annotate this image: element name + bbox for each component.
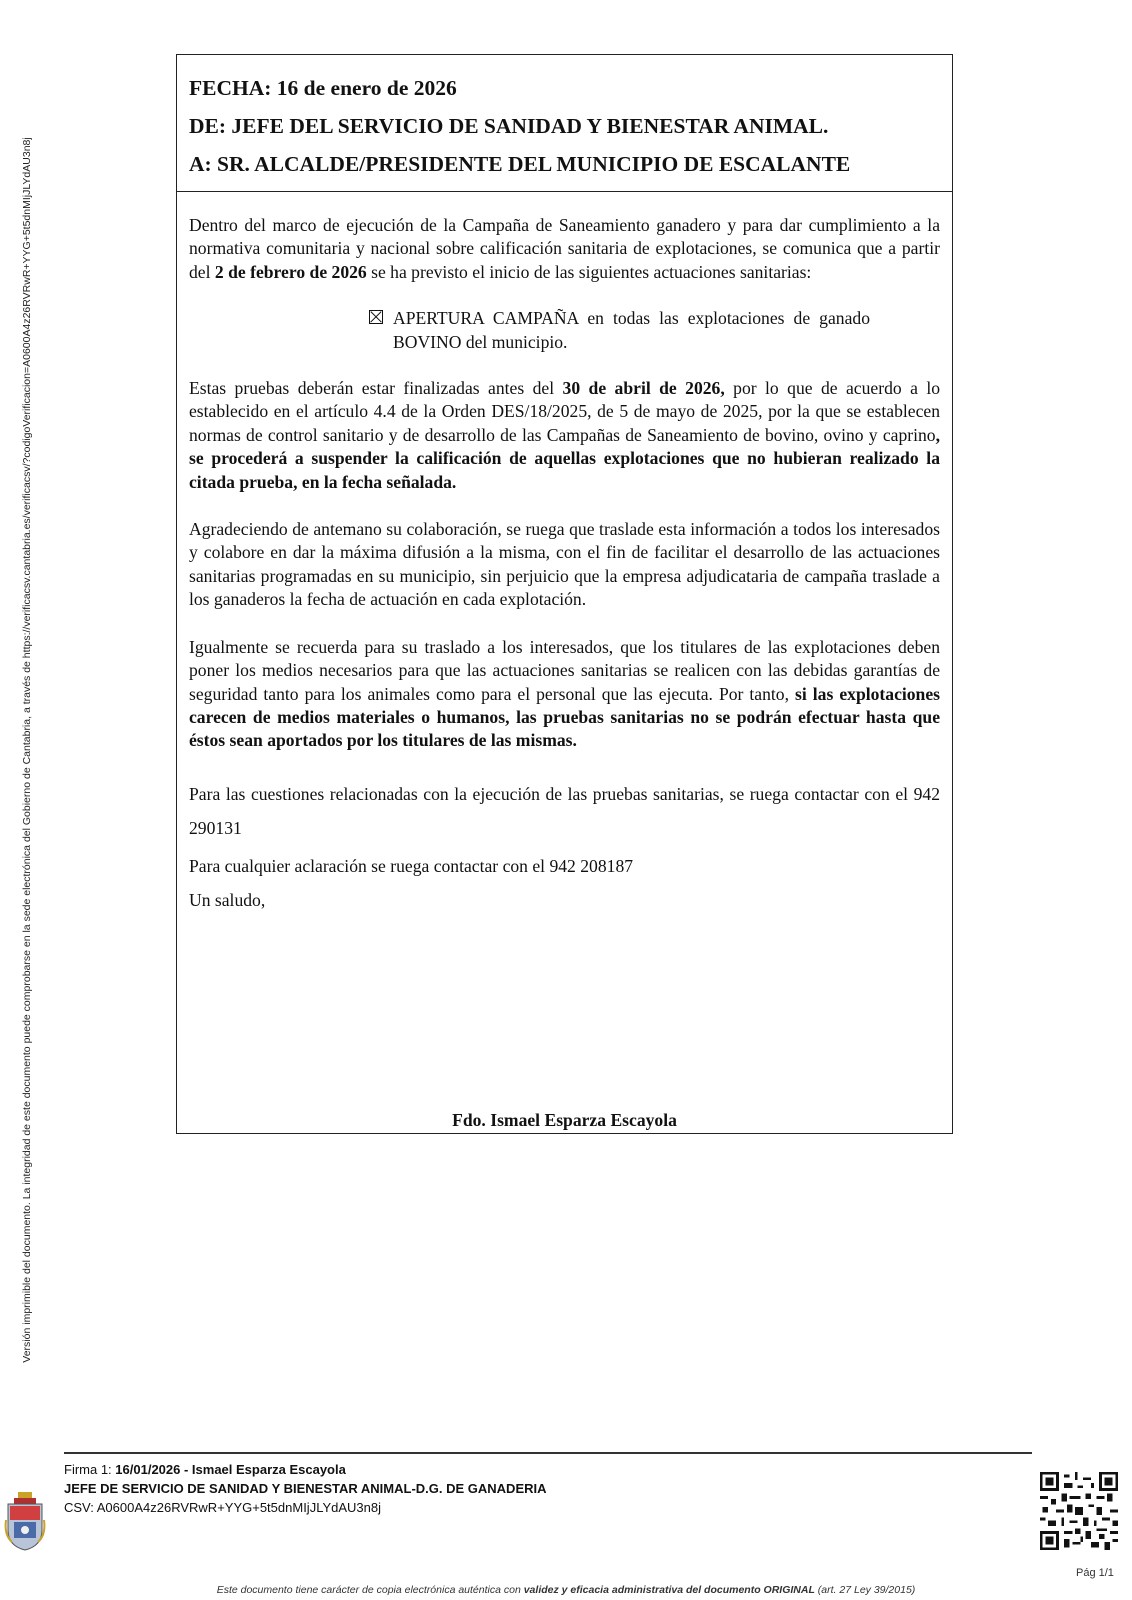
start-date: 2 de febrero de 2026 xyxy=(214,261,367,282)
legal-notice: Este documento tiene carácter de copia electrónica auténtica con validez y eficacia administrativa del documento ORIGINAL (art. 27 Ley 39/2015) xyxy=(216,1584,916,1596)
letter-header xyxy=(177,55,952,192)
letter-frame xyxy=(176,54,953,1134)
paragraph-means: Igualmente se recuerda para su traslado a los interesados, que los titulares de las explotaciones deben poner los medios necesarios para que las actuaciones sanitarias se realicen con las debidas garantías de seguridad tanto para los animales como para el personal que las ejecuta. Por tanto, si las explotaciones carecen de medios materiales o humanos, las pruebas sanitarias no se podrán efectuar hasta que éstos sean aportados por los titulares de las mismas. xyxy=(189,636,941,751)
paragraph-deadline: Estas pruebas deberán estar finalizadas antes del 30 de abril de 2026, por lo que de acuerdo a lo establecido en el artículo 4.4 de la Orden DES/18/2025, de 5 de mayo de 2025, por la que se establecen normas de control sanitario y de desarrollo de las Campañas de Saneamiento de bovino, ovino y caprino, se procederá a suspender la calificación de aquellas explotaciones que no hubieran realizado la citada prueba, en la fecha señalada. xyxy=(189,378,941,492)
signer-position: JEFE DE SERVICIO DE SANIDAD Y BIENESTAR ANIMAL-D.G. DE GANADERIA xyxy=(64,1481,547,1496)
deadline-date: 30 de abril de 2026, xyxy=(562,378,725,399)
from-line: DE: JEFE DEL SERVICIO DE SANIDAD Y BIENESTAR ANIMAL. xyxy=(189,114,829,138)
paragraph-contact-tests: Para las cuestiones relacionadas con la ejecución de las pruebas sanitarias, se ruega contactar con el 942 290131 xyxy=(189,783,940,838)
signature-line: Firma 1: 16/01/2026 - Ismael Esparza Escayola xyxy=(64,1462,346,1477)
signature-footer xyxy=(64,1460,547,1517)
qr-code-icon xyxy=(1040,1472,1118,1550)
signature-value: 16/01/2026 - Ismael Esparza Escayola xyxy=(115,1462,346,1477)
footer-divider xyxy=(64,1452,1032,1454)
csv-code: CSV: A0600A4z26RVRwR+YYG+5t5dnMIjJLYdAU3n8j xyxy=(64,1500,381,1515)
greeting: Un saludo, xyxy=(189,889,266,910)
means-warning: si las explotaciones carecen de medios materiales o humanos, las pruebas sanitarias no se podrán efectuar hasta que éstos sean aportados por los titulares de las mismas. xyxy=(189,683,941,751)
coat-of-arms-icon xyxy=(4,1490,46,1552)
paragraph-intro: Dentro del marco de ejecución de la Campaña de Saneamiento ganadero y para dar cumplimiento a la normativa comunitaria y nacional sobre calificación sanitaria de explotaciones, se comunica que a partir del 2 de febrero de 2026 se ha previsto el inicio de las siguientes actuaciones sanitarias: xyxy=(189,215,940,282)
paragraph-collaboration: Agradeciendo de antemano su colaboración, se ruega que traslade esta información a todos los interesados y colabore en dar la máxima difusión a la misma, con el fin de facilitar el desarrollo de las actuaciones sanitarias programadas en su municipio, sin perjuicio que la empresa adjudicataria de campaña traslade a los ganaderos la fecha de actuación en cada explotación. xyxy=(189,519,940,610)
checked-box-icon xyxy=(369,310,383,324)
suspension-warning: , se procederá a suspender la calificación de aquellas explotaciones que no hubieran realizado la citada prueba, en la fecha señalada. xyxy=(189,424,940,492)
letter-body xyxy=(177,192,952,917)
verification-text: Versión imprimible del documento. La integridad de este documento puede comprobarse en la sede electrónica del Gobierno de Cantabria, a través de https://verificacsv.cantabria.es/verificacsv/?codigoVerificacion=A0600A4z26RVRwR+YYG+5t5dnMIjJLYdAU3n8j xyxy=(21,137,33,1363)
checklist-label: APERTURA CAMPAÑA en todas las explotaciones de ganado BOVINO del municipio. xyxy=(393,308,870,352)
paragraph-contact-info: Para cualquier aclaración se ruega contactar con el 942 208187 xyxy=(189,855,634,876)
date-line: FECHA: 16 de enero de 2026 xyxy=(189,76,457,100)
checklist-item xyxy=(369,307,870,354)
signature: Fdo. Ismael Esparza Escayola xyxy=(452,1110,677,1130)
to-line: A: SR. ALCALDE/PRESIDENTE DEL MUNICIPIO DE ESCALANTE xyxy=(189,152,851,176)
page-number: Pág 1/1 xyxy=(1076,1567,1114,1579)
verification-sidebar xyxy=(16,40,38,1460)
